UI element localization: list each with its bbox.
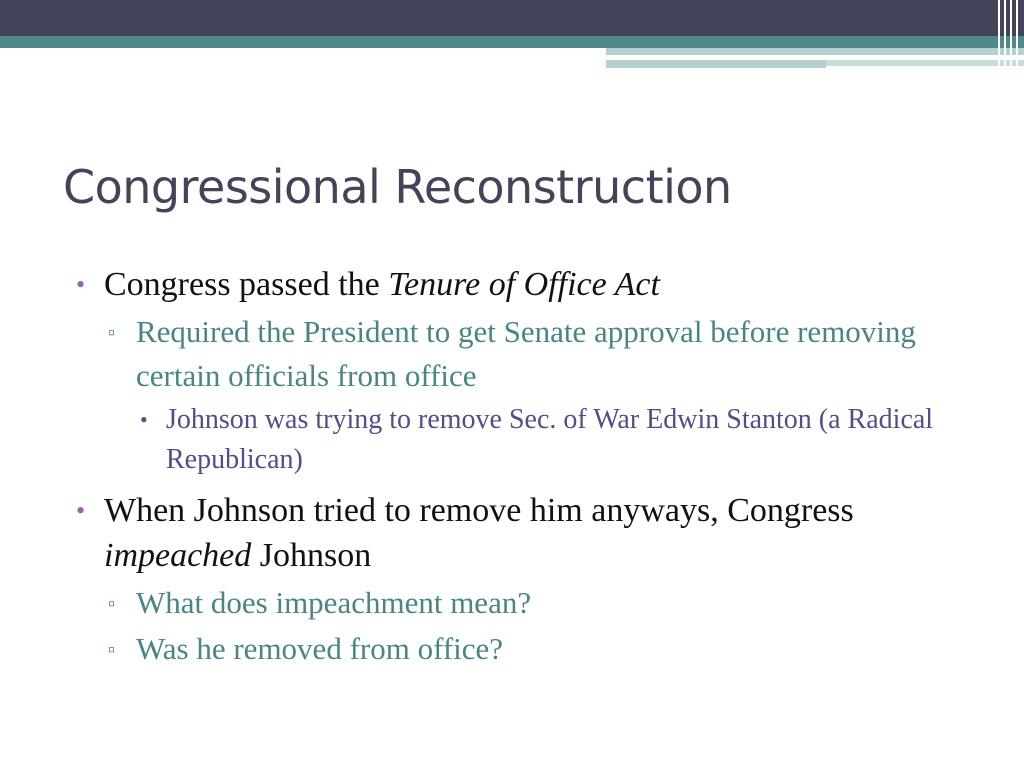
header-band-light-short: [606, 60, 826, 68]
square-bullet-icon: ▫: [108, 593, 116, 615]
slide-title: Congressional Reconstruction: [63, 160, 732, 214]
sub-bullet-item: [74, 310, 974, 398]
bullet-dot-icon: •: [76, 496, 86, 525]
header-band-light: [606, 48, 1024, 55]
sub-sub-bullet-item: [74, 400, 974, 480]
sub-bullet-text: Required the President to get Senate approval before removing certain officials from office: [136, 314, 916, 393]
bullet-text: Congress passed the: [104, 266, 389, 303]
bullet-item-1: [74, 262, 974, 307]
square-bullet-icon: ▫: [108, 639, 116, 661]
bullet-text-italic: impeached: [104, 537, 252, 574]
sub-bullet-text: What does impeachment mean?: [136, 585, 532, 620]
header-stripes: [994, 0, 1024, 68]
bullet-text-after: Johnson: [251, 537, 372, 574]
sub-bullet-item: [74, 627, 974, 671]
header-divider-line: [606, 56, 946, 59]
bullet-item-2: [74, 488, 974, 578]
header-band-dark: [0, 0, 1024, 36]
bullet-dot-icon: •: [76, 270, 86, 299]
square-bullet-icon: ▫: [108, 322, 116, 344]
bullet-text: When Johnson tried to remove him anyways, Congress: [104, 492, 854, 529]
sub-bullet-item: [74, 581, 974, 625]
bullet-list: [74, 262, 974, 673]
bullet-text-italic: Tenure of Office Act: [388, 266, 660, 303]
header-band-teal: [0, 36, 1024, 48]
small-dot-icon: •: [140, 407, 148, 432]
sub-bullet-text: Was he removed from office?: [136, 631, 504, 666]
sub-sub-bullet-text: Johnson was trying to remove Sec. of War Edwin Stanton (a Radical Republican): [166, 404, 934, 475]
